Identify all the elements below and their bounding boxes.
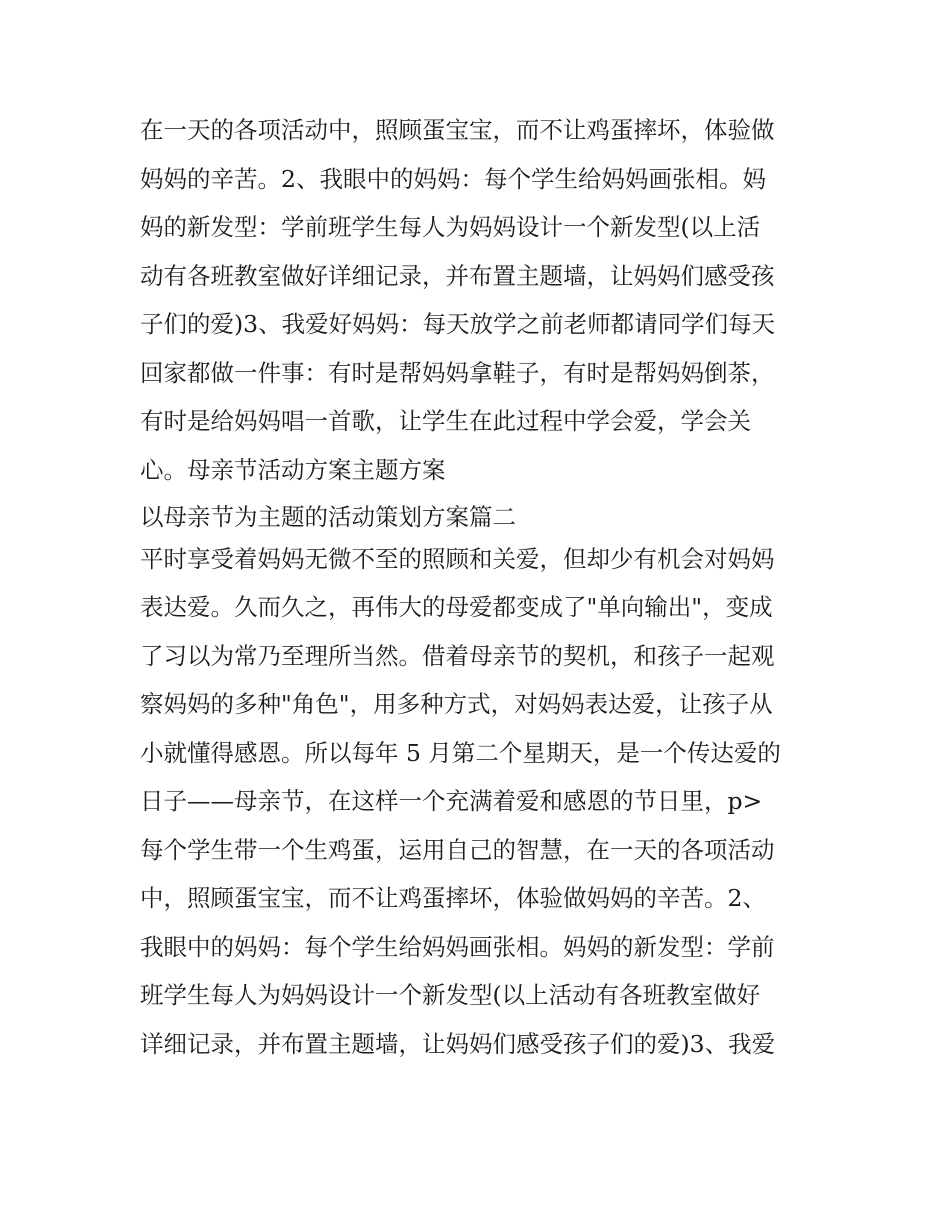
body-line-5: 子们的爱)3、我爱好妈妈：每天放学之前老师都请同学们每天 — [140, 310, 776, 338]
section-line-11: 详细记录，并布置主题墙，让妈妈们感受孩子们的爱)3、我爱 — [140, 1029, 776, 1058]
body-line-1: 在一天的各项活动中，照顾蛋宝宝，而不让鸡蛋摔坏，体验做 — [140, 116, 775, 144]
section-line-3: 了习以为常乃至理所当然。借着母亲节的契机，和孩子一起观 — [140, 641, 775, 670]
body-line-4: 动有各班教室做好详细记录，并布置主题墙，让妈妈们感受孩 — [140, 261, 775, 290]
section-line-2: 表达爱。久而久之，再伟大的母爱都变成了"单向输出"，变成 — [140, 593, 773, 621]
section-line-1: 平时享受着妈妈无微不至的照顾和关爱，但却少有机会对妈妈 — [140, 544, 775, 573]
body-line-6: 回家都做一件事：有时是帮妈妈拿鞋子，有时是帮妈妈倒茶， — [140, 358, 775, 387]
section-line-5: 小就懂得感恩。所以每年 5 月第二个星期天，是一个传达爱的 — [140, 738, 781, 767]
body-line-7: 有时是给妈妈唱一首歌，让学生在此过程中学会爱，学会关 — [140, 407, 751, 435]
section-line-8: 中，照顾蛋宝宝，而不让鸡蛋摔坏，体验做妈妈的辛苦。2、 — [140, 884, 766, 912]
section-line-6: 日子——母亲节，在这样一个充满着爱和感恩的节日里，p> — [140, 787, 763, 815]
section-line-7: 每个学生带一个生鸡蛋，运用自己的智慧，在一天的各项活动 — [140, 835, 775, 864]
document-body — [140, 106, 820, 1068]
body-line-2: 妈妈的辛苦。2、我眼中的妈妈：每个学生给妈妈画张相。妈 — [140, 164, 766, 193]
body-line-3: 妈的新发型：学前班学生每人为妈妈设计一个新发型(以上活 — [140, 213, 761, 241]
section-line-9: 我眼中的妈妈：每个学生给妈妈画张相。妈妈的新发型：学前 — [140, 932, 775, 961]
section-line-4: 察妈妈的多种"角色"，用多种方式，对妈妈表达爱，让孩子从 — [140, 690, 773, 718]
body-line-8: 心。母亲节活动方案主题方案 — [140, 455, 446, 484]
section-line-10: 班学生每人为妈妈设计一个新发型(以上活动有各班教室做好 — [140, 981, 761, 1009]
section-heading: 以母亲节为主题的活动策划方案篇二 — [140, 503, 516, 531]
